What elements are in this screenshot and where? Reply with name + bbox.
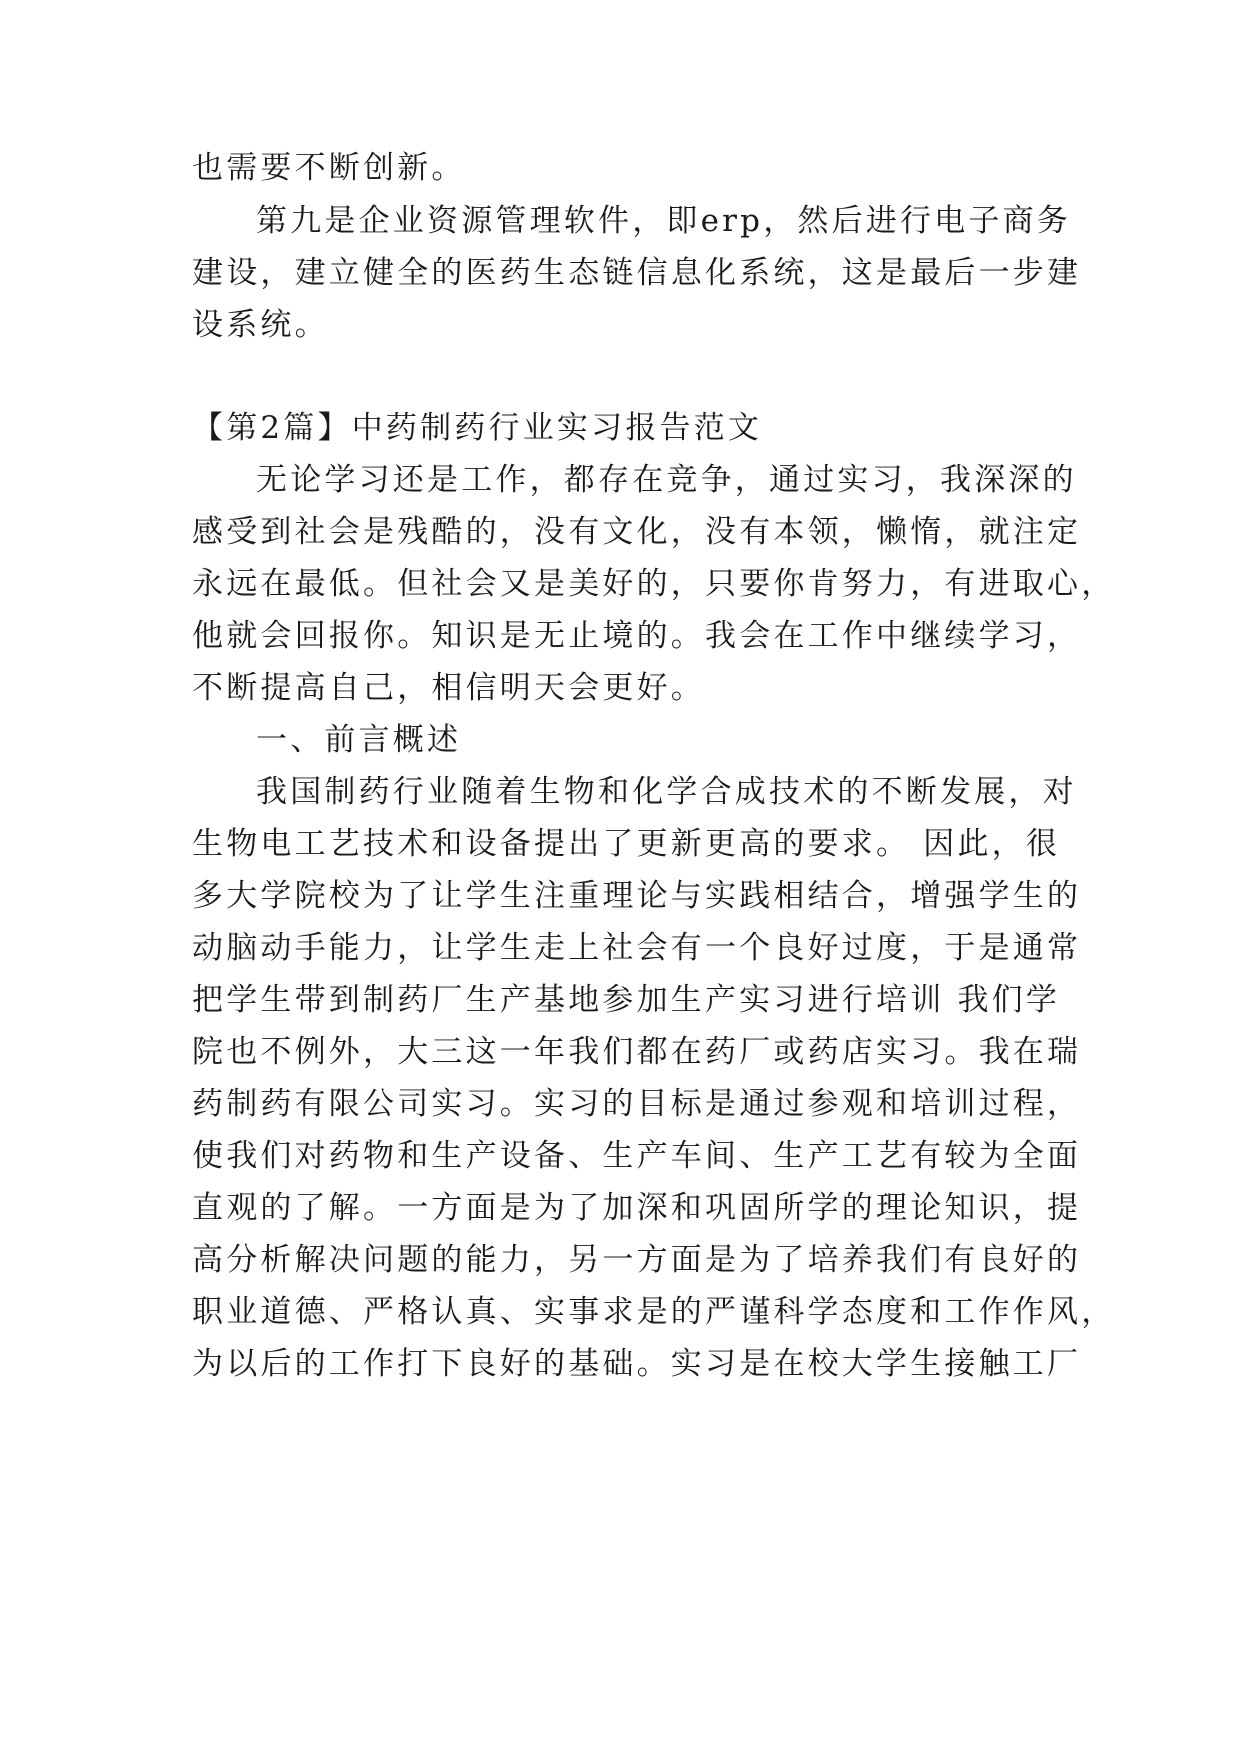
paragraph-line: 动脑动手能力，让学生走上社会有一个良好过度，于是通常 <box>192 930 1082 966</box>
paragraph-line: 他就会回报你。知识是无止境的。我会在工作中继续学习， <box>192 618 1082 654</box>
paragraph-line: 无论学习还是工作，都存在竞争，通过实习，我深深的 <box>256 462 1077 498</box>
paragraph-line: 职业道德、严格认真、实事求是的严谨科学态度和工作作风， <box>192 1294 1116 1330</box>
paragraph-line: 为以后的工作打下良好的基础。实习是在校大学生接触工厂 <box>192 1346 1082 1382</box>
paragraph-line: 高分析解决问题的能力，另一方面是为了培养我们有良好的 <box>192 1242 1082 1278</box>
paragraph-line: 我国制药行业随着生物和化学合成技术的不断发展，对 <box>256 774 1077 810</box>
paragraph-line: 直观的了解。一方面是为了加深和巩固所学的理论知识，提 <box>192 1190 1082 1226</box>
section-heading: 【第2篇】中药制药行业实习报告范文 <box>192 410 763 446</box>
paragraph-line: 药制药有限公司实习。实习的目标是通过参观和培训过程， <box>192 1086 1082 1122</box>
paragraph-line: 第九是企业资源管理软件，即erp，然后进行电子商务 <box>256 203 1072 239</box>
paragraph-line: 也需要不断创新。 <box>192 150 466 186</box>
subsection-heading: 一、前言概述 <box>256 722 462 758</box>
paragraph-line: 设系统。 <box>192 307 329 343</box>
paragraph-line: 使我们对药物和生产设备、生产车间、生产工艺有较为全面 <box>192 1138 1082 1174</box>
paragraph-line: 生物电工艺技术和设备提出了更新更高的要求。 因此，很 <box>192 826 1061 862</box>
paragraph-line: 永远在最低。但社会又是美好的，只要你肯努力，有进取心， <box>192 566 1116 602</box>
paragraph-line: 感受到社会是残酷的，没有文化，没有本领，懒惰，就注定 <box>192 514 1082 550</box>
paragraph-line: 不断提高自己，相信明天会更好。 <box>192 670 705 706</box>
paragraph-line: 建设，建立健全的医药生态链信息化系统，这是最后一步建 <box>192 255 1082 291</box>
paragraph-line: 把学生带到制药厂生产基地参加生产实习进行培训 我们学 <box>192 982 1061 1018</box>
paragraph-line: 多大学院校为了让学生注重理论与实践相结合，增强学生的 <box>192 878 1082 914</box>
paragraph-line: 院也不例外，大三这一年我们都在药厂或药店实习。我在瑞 <box>192 1034 1082 1070</box>
